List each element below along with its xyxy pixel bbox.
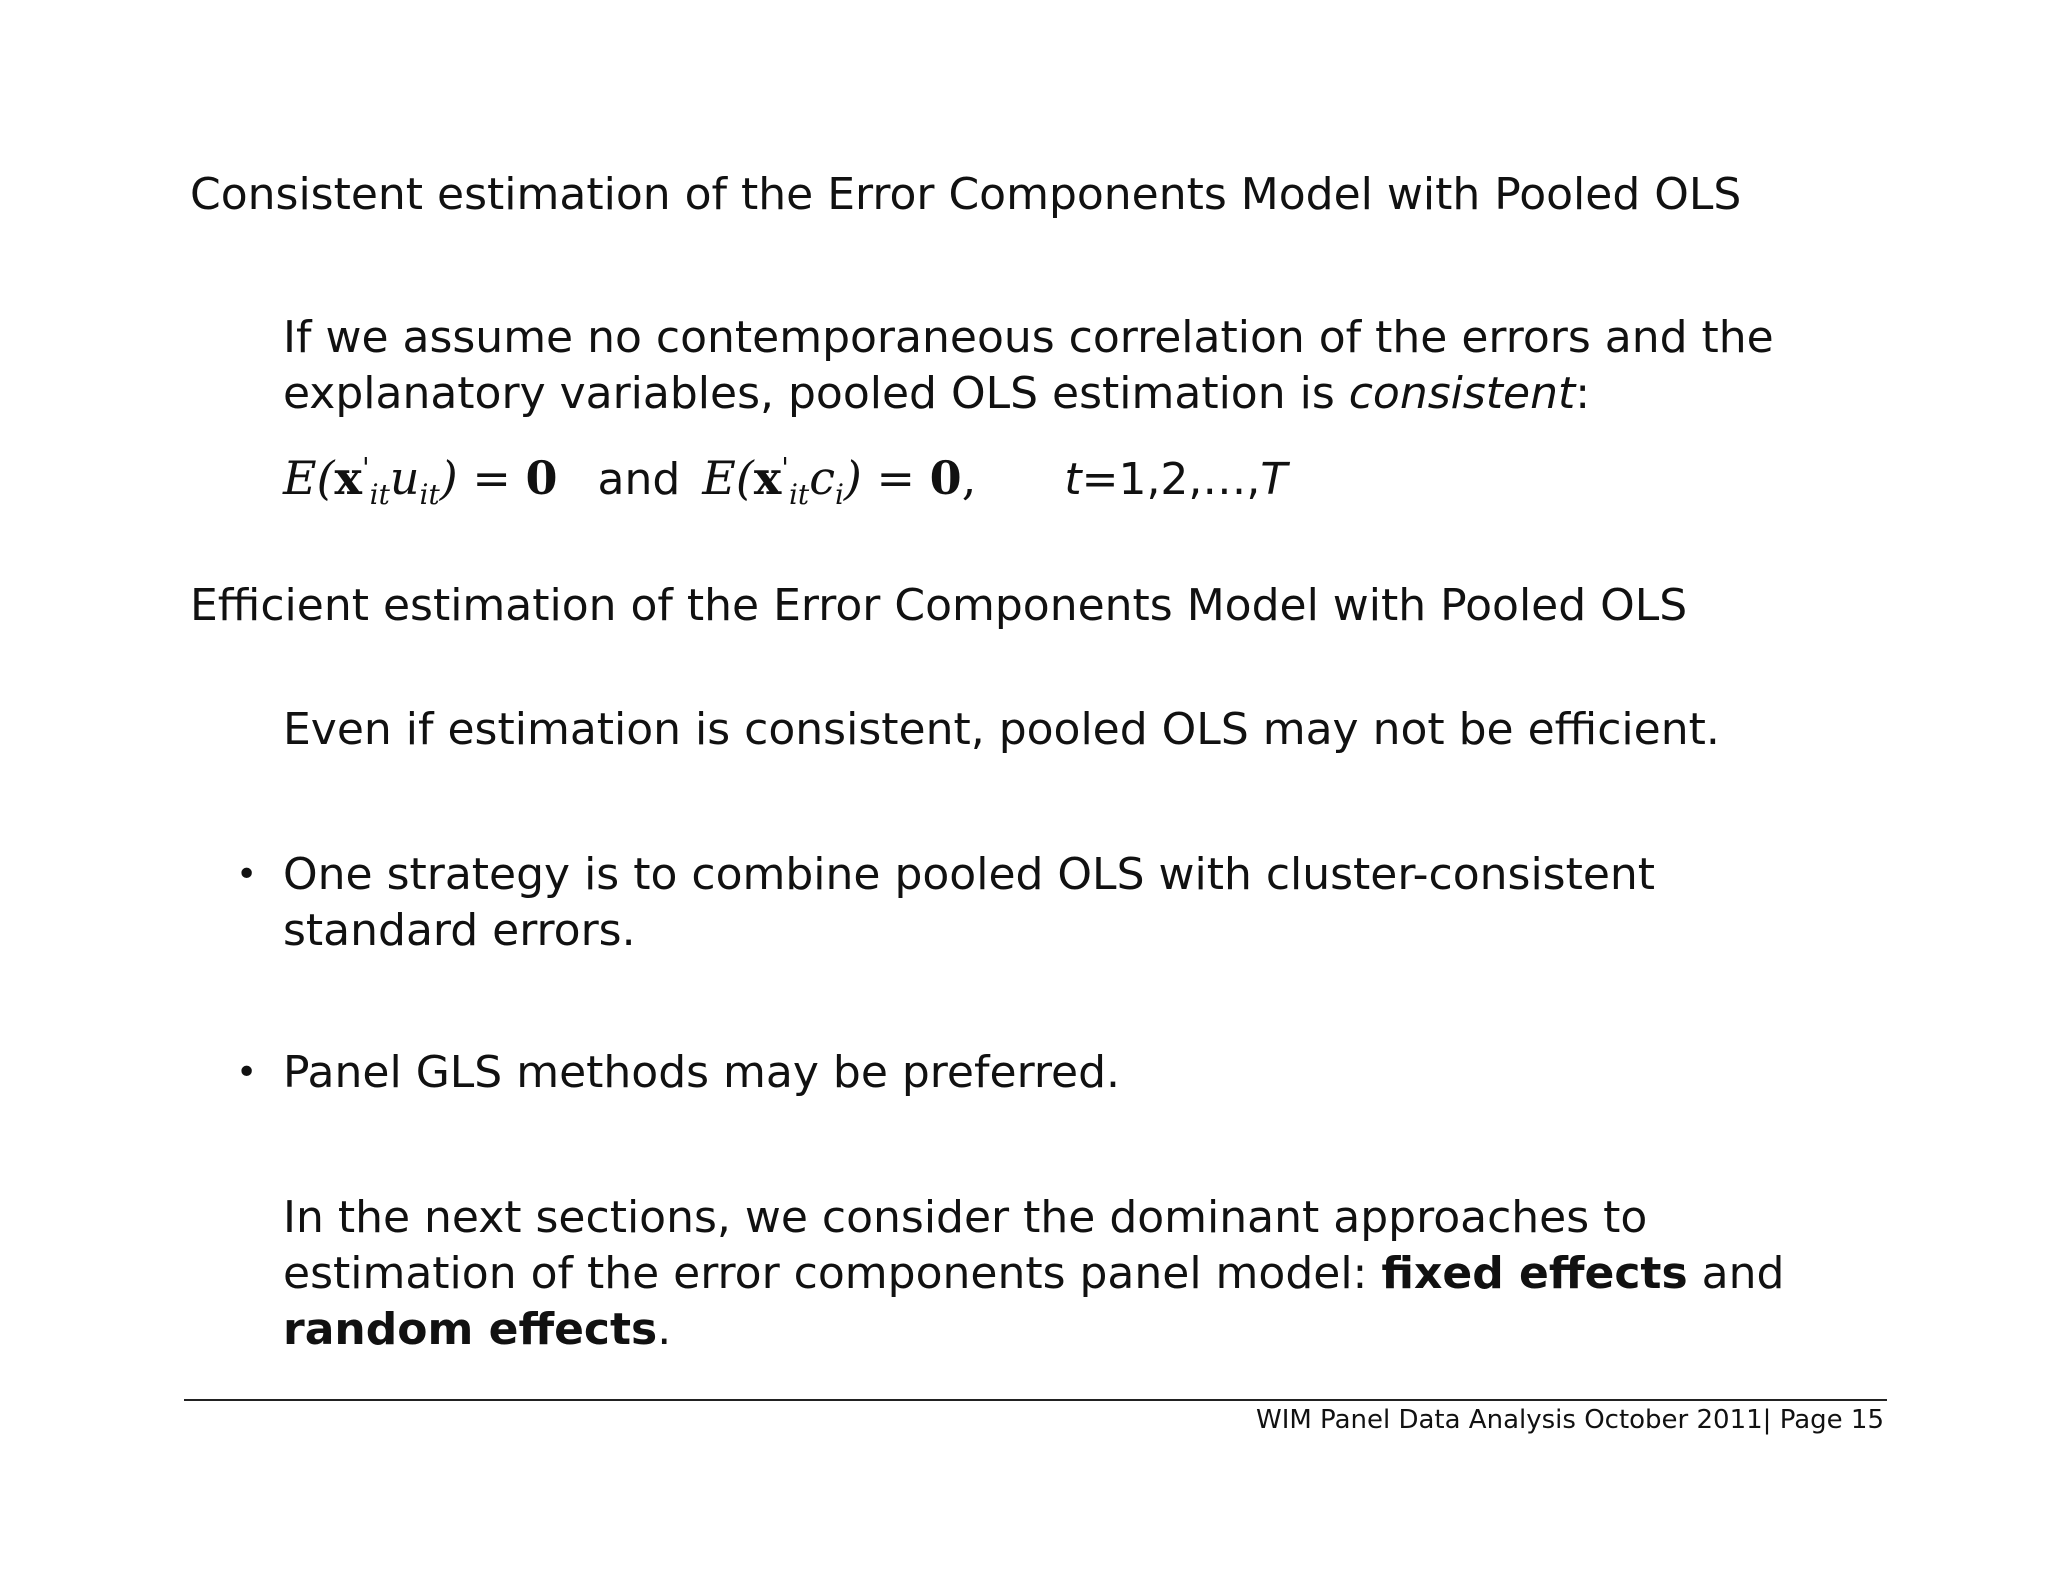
footer-divider [184, 1399, 1887, 1401]
section-heading-consistent: Consistent estimation of the Error Components Model with Pooled OLS [190, 169, 1742, 220]
section-heading-efficient: Efficient estimation of the Error Components Model with Pooled OLS [190, 580, 1688, 631]
consistency-paragraph [283, 310, 1843, 422]
consistency-text: If we assume no contemporaneous correlation of the errors and the explanatory variables, pooled OLS estimation is [283, 312, 1774, 419]
consistency-colon: : [1575, 368, 1591, 419]
time-range: t=1,2,…,T [1064, 454, 1288, 505]
equation-ci: $E(x'_{it}c_i) = 0$, [702, 451, 977, 512]
random-effects-term: random effects [283, 1304, 658, 1355]
equation-connector: and [597, 454, 681, 505]
closing-paragraph [283, 1190, 1843, 1358]
consistent-emphasis: consistent [1348, 368, 1576, 419]
fixed-effects-term: fixed effects [1381, 1248, 1688, 1299]
efficiency-paragraph: Even if estimation is consistent, pooled OLS may not be efficient. [283, 704, 1720, 755]
moment-conditions [283, 448, 1287, 510]
bullet-item-1: One strategy is to combine pooled OLS with cluster-consistent standard errors. [283, 849, 1656, 956]
page-footer: WIM Panel Data Analysis October 2011| Page 15 [1255, 1405, 1884, 1435]
bullet-dot-2: • [236, 1052, 258, 1093]
closing-and: and [1687, 1248, 1785, 1299]
bullet-item-2: Panel GLS methods may be preferred. [283, 1047, 1120, 1098]
bullet-dot-1: • [236, 854, 258, 895]
closing-period: . [657, 1304, 672, 1355]
equation-uit: $E(x'_{it}u_{it}) = 0$ [283, 451, 558, 512]
closing-text: In the next sections, we consider the dominant approaches to estimation of the error components panel model: [283, 1192, 1648, 1299]
